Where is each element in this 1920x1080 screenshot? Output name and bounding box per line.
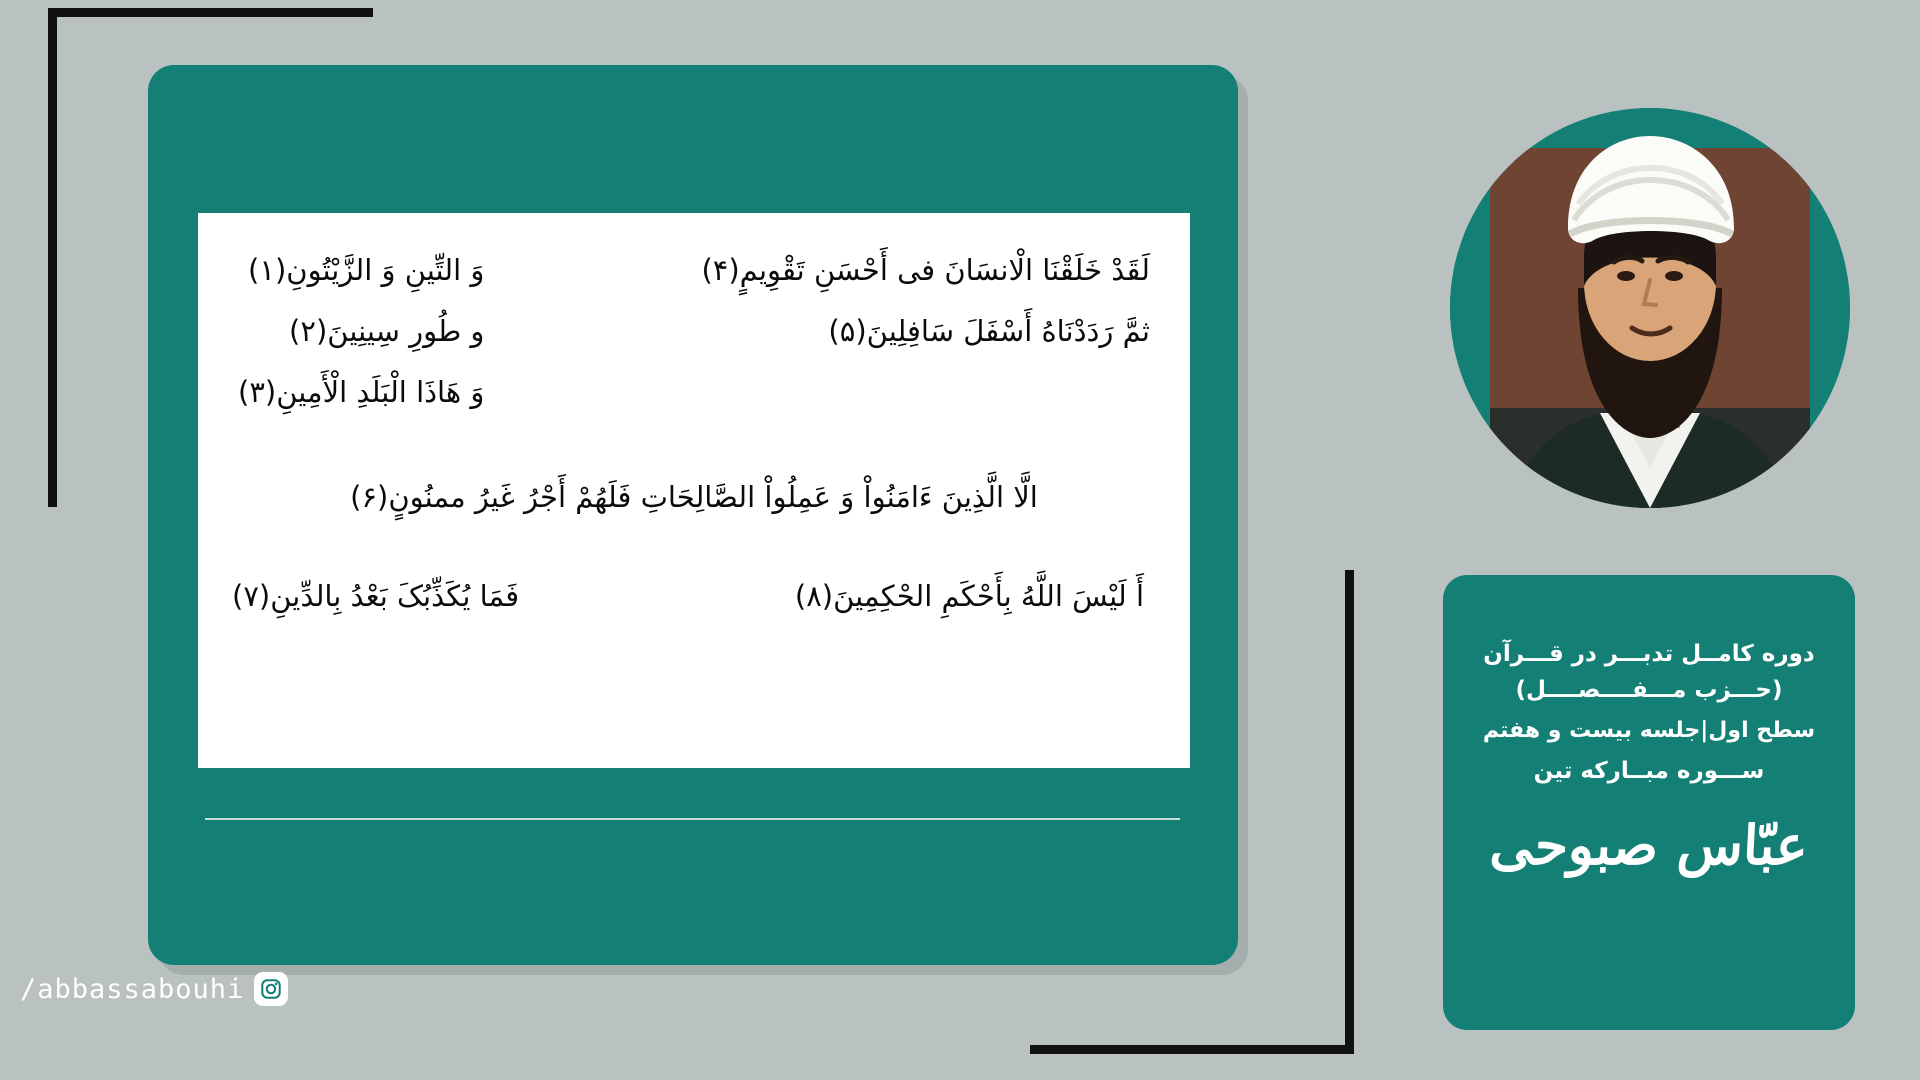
- ayah-7: فَمَا يُكَذِّبُکَ بَعْدُ بِالدِّينِ(۷): [232, 578, 520, 613]
- social-handle[interactable]: [20, 972, 288, 1006]
- verse-column-left: [701, 247, 1150, 355]
- course-part: (حـــزب مـــفــــصــــل): [1515, 676, 1783, 703]
- ayah-8: أَ لَيْسَ اللَّهُ بِأَحْكَمِ الحْكِمِينَ(۸): [794, 578, 1144, 613]
- verse-row-top: [238, 247, 1150, 416]
- ayah-4: لَقَدْ خَلَقْنَا الْانسَانَ فى أَحْسَنِ تَقْوِيمٍ(۴): [701, 253, 1150, 287]
- surah-name: ســـوره مبــارکه تین: [1533, 758, 1765, 785]
- ayah-5: ثمَّ رَدَدْنَاهُ أَسْفَلَ سَافِلِينَ(۵): [828, 313, 1150, 348]
- avatar: [1450, 108, 1850, 508]
- portrait-illustration: [1450, 108, 1850, 508]
- verse-card: [198, 213, 1190, 768]
- handle-username: /abbassabouhi: [20, 973, 245, 1005]
- verse-content: [198, 213, 1190, 768]
- lecturer-signature: عبّاس صبوحی: [1488, 813, 1810, 878]
- ayah-1: وَ التِّينِ وَ الزَّيْتُونِ(۱): [248, 253, 485, 287]
- ayah-6: الَّا الَّذِينَ ءَامَنُواْ وَ عَمِلُواْ الصَّالِحَاتِ فَلَهُمْ أَجْرُ غَيرُ ممنُونٍ(۶): [350, 479, 1038, 514]
- verse-row-middle: [238, 474, 1150, 521]
- session-info-card: [1443, 575, 1855, 1030]
- ayah-3: وَ هَاذَا الْبَلَدِ الْأَمِينِ(۳): [238, 374, 485, 409]
- verse-column-right: [238, 247, 484, 416]
- instagram-icon: [254, 972, 288, 1006]
- session-level: سطح اول|جلسه بیست و هفتم: [1482, 718, 1816, 744]
- panel-divider: [205, 818, 1180, 820]
- ayah-2: و طُورِ سِينِينَ(۲): [289, 313, 485, 348]
- course-title: دوره کامــل تدبـــر در قـــرآن: [1483, 641, 1815, 667]
- verse-row-bottom: [226, 573, 1150, 620]
